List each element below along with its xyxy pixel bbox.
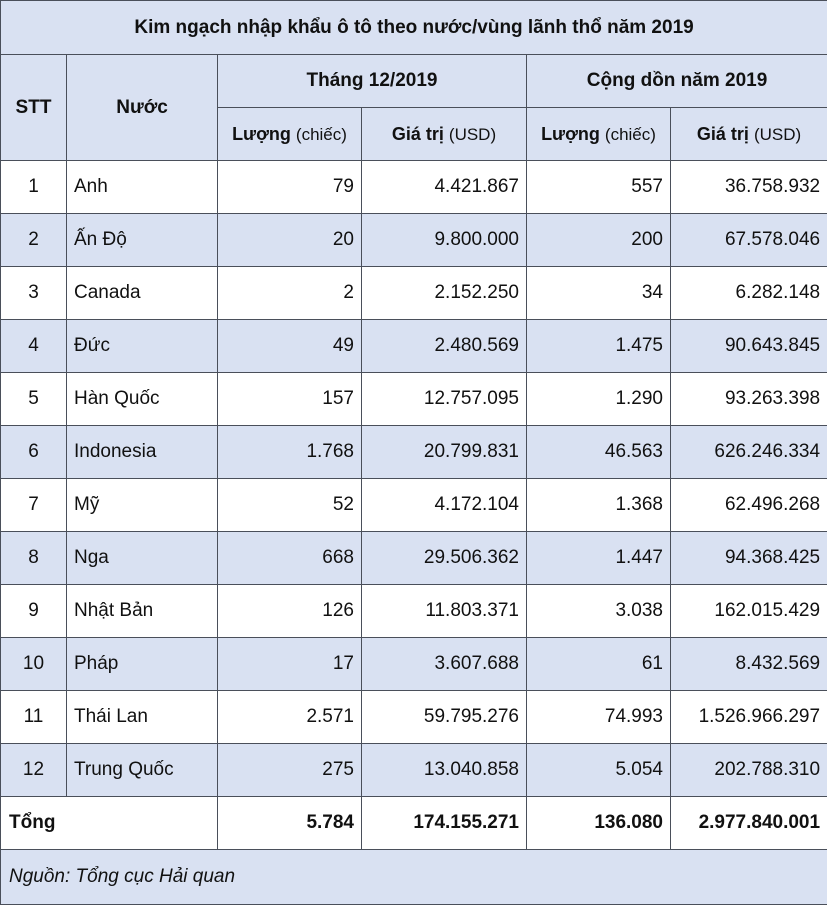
table-row bbox=[1, 373, 827, 426]
cell-stt: 8 bbox=[1, 532, 67, 585]
cell-month-qty: 2.571 bbox=[218, 691, 362, 744]
cell-cum-qty: 557 bbox=[527, 161, 671, 214]
table-row bbox=[1, 426, 827, 479]
cell-month-qty: 52 bbox=[218, 479, 362, 532]
cell-cum-qty: 1.290 bbox=[527, 373, 671, 426]
cell-month-qty: 126 bbox=[218, 585, 362, 638]
cell-month-value: 20.799.831 bbox=[362, 426, 527, 479]
source-note: Nguồn: Tổng cục Hải quan bbox=[1, 850, 827, 905]
quantity-unit: (chiếc) bbox=[604, 124, 656, 144]
cell-month-qty: 668 bbox=[218, 532, 362, 585]
header-country: Nước bbox=[67, 55, 218, 161]
cell-cum-value: 626.246.334 bbox=[671, 426, 827, 479]
cell-stt: 7 bbox=[1, 479, 67, 532]
cell-cum-qty: 46.563 bbox=[527, 426, 671, 479]
cell-cum-qty: 61 bbox=[527, 638, 671, 691]
cell-month-value: 4.421.867 bbox=[362, 161, 527, 214]
cell-country: Ấn Độ bbox=[67, 214, 218, 267]
cell-cum-value: 67.578.046 bbox=[671, 214, 827, 267]
table-row bbox=[1, 532, 827, 585]
cell-month-value: 13.040.858 bbox=[362, 744, 527, 797]
cell-month-qty: 1.768 bbox=[218, 426, 362, 479]
cell-cum-qty: 3.038 bbox=[527, 585, 671, 638]
table-row bbox=[1, 744, 827, 797]
cell-stt: 12 bbox=[1, 744, 67, 797]
table-row bbox=[1, 161, 827, 214]
table-row bbox=[1, 214, 827, 267]
cell-month-value: 3.607.688 bbox=[362, 638, 527, 691]
cell-month-qty: 157 bbox=[218, 373, 362, 426]
cell-stt: 6 bbox=[1, 426, 67, 479]
cell-country: Pháp bbox=[67, 638, 218, 691]
table-title: Kim ngạch nhập khẩu ô tô theo nước/vùng lãnh thổ năm 2019 bbox=[1, 1, 827, 55]
cell-country: Mỹ bbox=[67, 479, 218, 532]
cell-country: Trung Quốc bbox=[67, 744, 218, 797]
value-unit: (USD) bbox=[448, 124, 497, 144]
header-group-month: Tháng 12/2019 bbox=[218, 55, 527, 108]
cell-month-value: 9.800.000 bbox=[362, 214, 527, 267]
header-cumulative-quantity bbox=[527, 108, 671, 161]
value-label: Giá trị bbox=[696, 123, 749, 144]
cell-cum-qty: 200 bbox=[527, 214, 671, 267]
cell-month-qty: 20 bbox=[218, 214, 362, 267]
cell-stt: 3 bbox=[1, 267, 67, 320]
total-label: Tổng bbox=[1, 797, 218, 850]
cell-month-value: 2.152.250 bbox=[362, 267, 527, 320]
cell-month-value: 4.172.104 bbox=[362, 479, 527, 532]
quantity-label: Lượng bbox=[541, 123, 600, 144]
cell-country: Thái Lan bbox=[67, 691, 218, 744]
cell-month-value: 29.506.362 bbox=[362, 532, 527, 585]
cell-cum-value: 6.282.148 bbox=[671, 267, 827, 320]
cell-country: Indonesia bbox=[67, 426, 218, 479]
cell-cum-qty: 1.475 bbox=[527, 320, 671, 373]
cell-month-value: 2.480.569 bbox=[362, 320, 527, 373]
source-row bbox=[1, 850, 827, 905]
cell-cum-qty: 5.054 bbox=[527, 744, 671, 797]
cell-stt: 9 bbox=[1, 585, 67, 638]
cell-country: Đức bbox=[67, 320, 218, 373]
header-month-value bbox=[362, 108, 527, 161]
table-row bbox=[1, 585, 827, 638]
cell-month-qty: 79 bbox=[218, 161, 362, 214]
cell-cum-value: 8.432.569 bbox=[671, 638, 827, 691]
total-row bbox=[1, 797, 827, 850]
cell-country: Anh bbox=[67, 161, 218, 214]
header-stt: STT bbox=[1, 55, 67, 161]
cell-cum-value: 202.788.310 bbox=[671, 744, 827, 797]
cell-stt: 1 bbox=[1, 161, 67, 214]
cell-stt: 4 bbox=[1, 320, 67, 373]
cell-cum-value: 36.758.932 bbox=[671, 161, 827, 214]
cell-cum-value: 94.368.425 bbox=[671, 532, 827, 585]
value-label: Giá trị bbox=[391, 123, 444, 144]
cell-cum-value: 162.015.429 bbox=[671, 585, 827, 638]
cell-country: Nhật Bản bbox=[67, 585, 218, 638]
cell-month-qty: 49 bbox=[218, 320, 362, 373]
header-month-quantity bbox=[218, 108, 362, 161]
cell-country: Nga bbox=[67, 532, 218, 585]
header-cumulative-value bbox=[671, 108, 827, 161]
cell-cum-value: 62.496.268 bbox=[671, 479, 827, 532]
quantity-unit: (chiếc) bbox=[295, 124, 347, 144]
quantity-label: Lượng bbox=[232, 123, 291, 144]
cell-stt: 5 bbox=[1, 373, 67, 426]
cell-cum-qty: 74.993 bbox=[527, 691, 671, 744]
table-row bbox=[1, 691, 827, 744]
cell-cum-qty: 1.368 bbox=[527, 479, 671, 532]
table-row bbox=[1, 320, 827, 373]
cell-stt: 2 bbox=[1, 214, 67, 267]
cell-month-value: 59.795.276 bbox=[362, 691, 527, 744]
cell-month-qty: 2 bbox=[218, 267, 362, 320]
cell-stt: 11 bbox=[1, 691, 67, 744]
cell-cum-qty: 1.447 bbox=[527, 532, 671, 585]
total-month-value: 174.155.271 bbox=[362, 797, 527, 850]
cell-cum-value: 93.263.398 bbox=[671, 373, 827, 426]
table-row bbox=[1, 267, 827, 320]
total-cum-qty: 136.080 bbox=[527, 797, 671, 850]
header-group-cumulative: Cộng dồn năm 2019 bbox=[527, 55, 827, 108]
total-cum-value: 2.977.840.001 bbox=[671, 797, 827, 850]
cell-cum-value: 90.643.845 bbox=[671, 320, 827, 373]
cell-country: Hàn Quốc bbox=[67, 373, 218, 426]
cell-country: Canada bbox=[67, 267, 218, 320]
cell-month-value: 11.803.371 bbox=[362, 585, 527, 638]
value-unit: (USD) bbox=[753, 124, 802, 144]
cell-stt: 10 bbox=[1, 638, 67, 691]
total-month-qty: 5.784 bbox=[218, 797, 362, 850]
cell-month-value: 12.757.095 bbox=[362, 373, 527, 426]
cell-cum-value: 1.526.966.297 bbox=[671, 691, 827, 744]
cell-month-qty: 275 bbox=[218, 744, 362, 797]
table-row bbox=[1, 479, 827, 532]
cell-month-qty: 17 bbox=[218, 638, 362, 691]
table-row bbox=[1, 638, 827, 691]
cell-cum-qty: 34 bbox=[527, 267, 671, 320]
